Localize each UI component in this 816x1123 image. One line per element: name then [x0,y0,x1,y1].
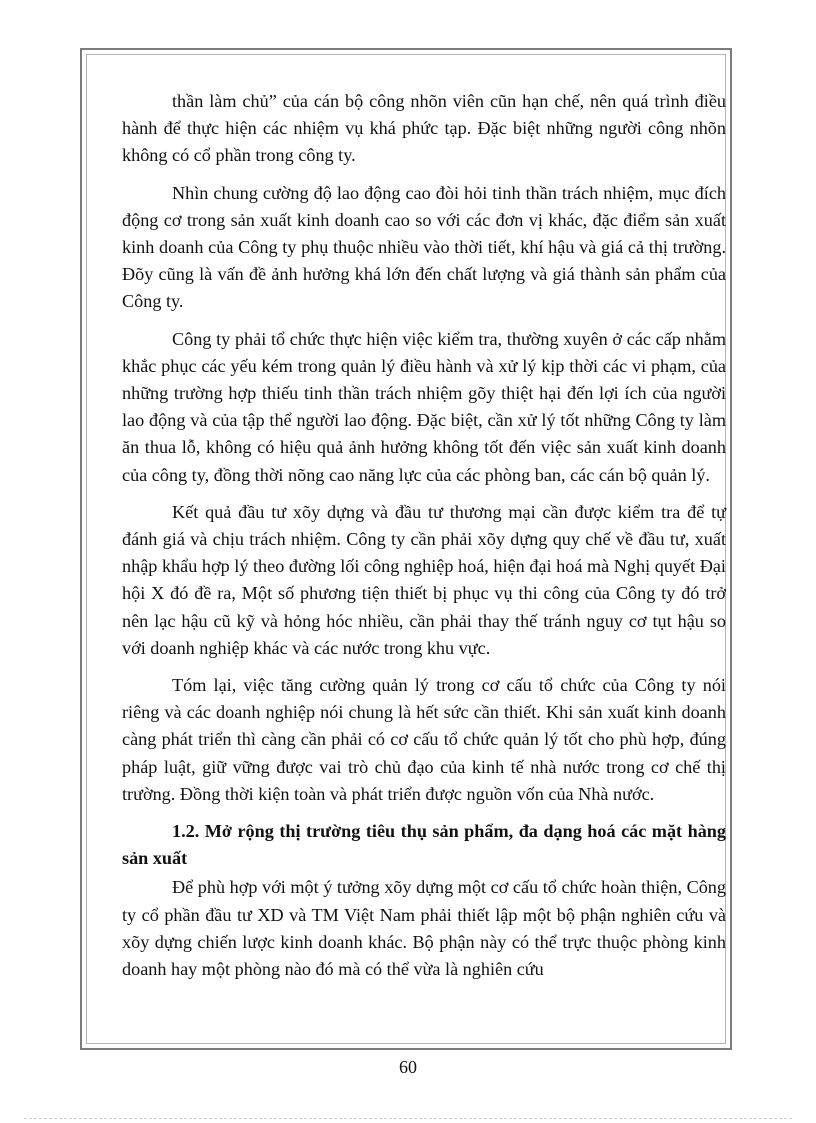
section-heading: 1.2. Mở rộng thị trường tiêu thụ sản phẩm, đa dạng hoá các mặt hàng sản xuất [122,821,726,869]
paragraph-5: Tóm lại, việc tăng cường quản lý trong cơ cấu tổ chức của Công ty nói riêng và các doanh nghiệp nói chung là hết sức cần thiết. Khi sản xuất kinh doanh càng phát triển thì càng cần phải có cơ cấu tổ chức quản lý tốt cho phù hợp, đúng pháp luật, giữ vững được vai trò chủ đạo của kinh tế nhà nước trong cơ chế thị trường. Đồng thời kiện toàn và phát triển được nguồn vốn của Nhà nước. [122,675,726,804]
paragraph-4: Kết quả đầu tư xõy dựng và đầu tư thương mại cần được kiểm tra để tự đánh giá và chịu trách nhiệm. Công ty cần phải xõy dựng quy chế về đầu tư, xuất nhập khẩu hợp lý theo đường lối công nghiệp hoá, hiện đại hoá mà Nghị quyết Đại hội X đó đề ra, Một số phương tiện thiết bị phục vụ thi công của Công ty đó trở nên lạc hậu cũ kỹ và hỏng hóc nhiều, cần phải thay thế tránh nguy cơ tụt hậu so với doanh nghiệp khác và các nước trong khu vực. [122,501,726,658]
page-number: 60 [399,1057,417,1077]
paragraph-2: Nhìn chung cường độ lao động cao đòi hỏi tinh thần trách nhiệm, mục đích động cơ trong sản xuất kinh doanh cao so với các đơn vị khác, đặc điểm sản xuất kinh doanh của Công ty phụ thuộc nhiều vào thời tiết, khí hậu và giá cả thị trường. Đõy cũng là vấn đề ảnh hưởng khá lớn đến chất lượng và giá thành sản phẩm của Công ty. [122,182,726,312]
paragraph-3: Công ty phải tổ chức thực hiện việc kiểm tra, thường xuyên ở các cấp nhằm khắc phục các yếu kém trong quản lý điều hành và xử lý kịp thời các vi phạm, của những trường hợp thiếu tinh thần trách nhiệm gõy thiệt hại đến lợi ích của người lao động và của tập thể người lao động. Đặc biệt, cần xử lý tốt những Công ty làm ăn thua lỗ, không có hiệu quả ảnh hưởng không tốt đến việc sản xuất kinh doanh của công ty, đồng thời nõng cao năng lực của các phòng ban, các cán bộ quản lý. [122,328,726,485]
paragraph-1: thần làm chủ” của cán bộ công nhõn viên cũn hạn chế, nên quá trình điều hành để thực hiện các nhiệm vụ khá phức tạp. Đặc biệt những người công nhõn không có cổ phần trong công ty. [122,91,726,166]
page-body [122,88,726,993]
paragraph-6: Để phù hợp với một ý tưởng xõy dựng một cơ cấu tổ chức hoàn thiện, Công ty cổ phần đầu tư XD và TM Việt Nam phải thiết lập một bộ phận nghiên cứu và xõy dựng chiến lược kinh doanh khác. Bộ phận này có thể trực thuộc phòng kinh doanh hay một phòng nào đó mà có thể vừa là nghiên cứu [122,877,726,980]
page-bottom-divider [24,1118,792,1119]
